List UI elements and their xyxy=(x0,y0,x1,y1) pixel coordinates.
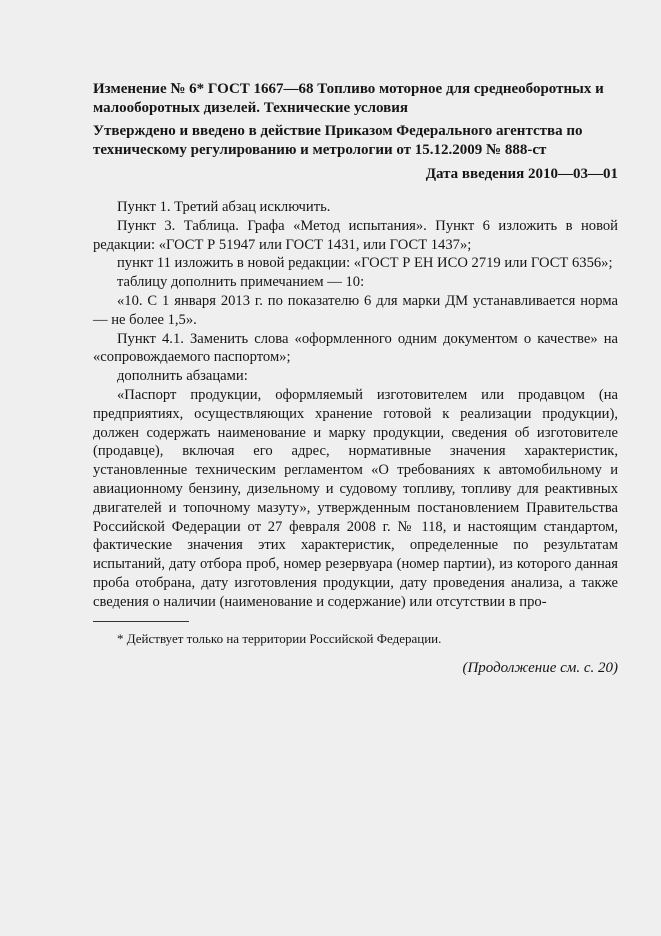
effective-date: Дата введения 2010—03—01 xyxy=(425,166,618,182)
footnote: * Действует только на территории Российской Федерации. xyxy=(117,630,442,646)
continuation-note: (Продолжение см. с. 20) xyxy=(462,659,618,676)
footnote-divider xyxy=(93,621,189,622)
paragraph-2: Пункт 3. Таблица. Графа «Метод испытания». Пункт 6 изложить в новой редакции: «ГОСТ Р 51947 или ГОСТ 1431, или ГОСТ 1437»; xyxy=(93,217,618,253)
paragraph-4: таблицу дополнить примечанием — 10: xyxy=(117,274,365,291)
document-body xyxy=(93,80,618,678)
paragraph-8: «Паспорт продукции, оформляемый изготовителем или продавцом (на предприятиях, осуществляющих хранение готовой к реализации продукции), должен содержать наименование и марку продукции, сведения об изготовителе (продавце), включая его адрес, нормативные значения характеристик, установленные техническим регламентом «О требованиях к автомобильному и авиационному бензину, дизельному и судовому топливу, топливу для реактивных двигателей и топочному мазуту», утвержденным постановлением Правительства Российской Федерации от 27 февраля 2008 г. № 118, и настоящим стандартом, фактические значения этих характеристик, определенные по результатам испытаний, дату отбора проб, номер резервуара (номер партии), из которого данная проба отобрана, дату изготовления продукции, дату проведения анализа, а также сведения о наличии (наименование и содержание) или отсутствии в про- xyxy=(93,386,618,610)
paragraph-3: пункт 11 изложить в новой редакции: «ГОСТ Р ЕН ИСО 2719 или ГОСТ 6356»; xyxy=(117,255,613,272)
approval-heading: Утверждено и введено в действие Приказом Федерального агентства по техническому регулированию и метрологии от 15.12.2009 № 888-ст xyxy=(93,123,583,158)
paragraph-5: «10. С 1 января 2013 г. по показателю 6 для марки ДМ устанавливается норма — не более 1,5». xyxy=(93,292,618,328)
paragraph-1: Пункт 1. Третий абзац исключить. xyxy=(117,199,331,215)
paragraph-6: Пункт 4.1. Заменить слова «оформленного одним документом о качестве» на «сопровождаемого паспортом»; xyxy=(93,330,618,366)
paragraph-7: дополнить абзацами: xyxy=(117,368,248,385)
change-heading: Изменение № 6* ГОСТ 1667—68 Топливо моторное для среднеоборотных и малооборотных дизелей. Технические условия xyxy=(93,81,604,116)
